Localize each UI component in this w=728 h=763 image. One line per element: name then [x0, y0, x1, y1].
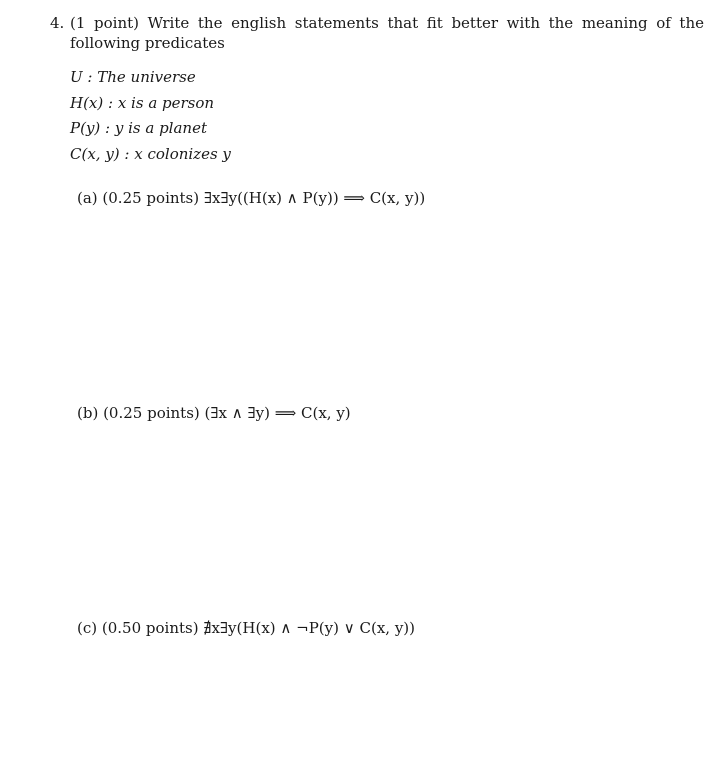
problem-statement: (1 point) Write the english statements that fit better with the meaning of the following predicates	[70, 14, 704, 52]
predicate-universe: U : The universe	[70, 68, 196, 86]
subpart-c: (c) (0.50 points) ∄x∃y(H(x) ∧ ¬P(y) ∨ C(x, y))	[77, 619, 416, 637]
predicate-colonizes: C(x, y) : x colonizes y	[70, 145, 231, 163]
subpart-b: (b) (0.25 points) (∃x ∧ ∃y) ⟹ C(x, y)	[77, 404, 351, 422]
predicate-person: H(x) : x is a person	[70, 94, 215, 112]
predicate-planet: P(y) : y is a planet	[70, 119, 207, 137]
subpart-a: (a) (0.25 points) ∃x∃y((H(x) ∧ P(y)) ⟹ C(x, y))	[77, 189, 426, 207]
problem-number: 4.	[50, 14, 65, 32]
